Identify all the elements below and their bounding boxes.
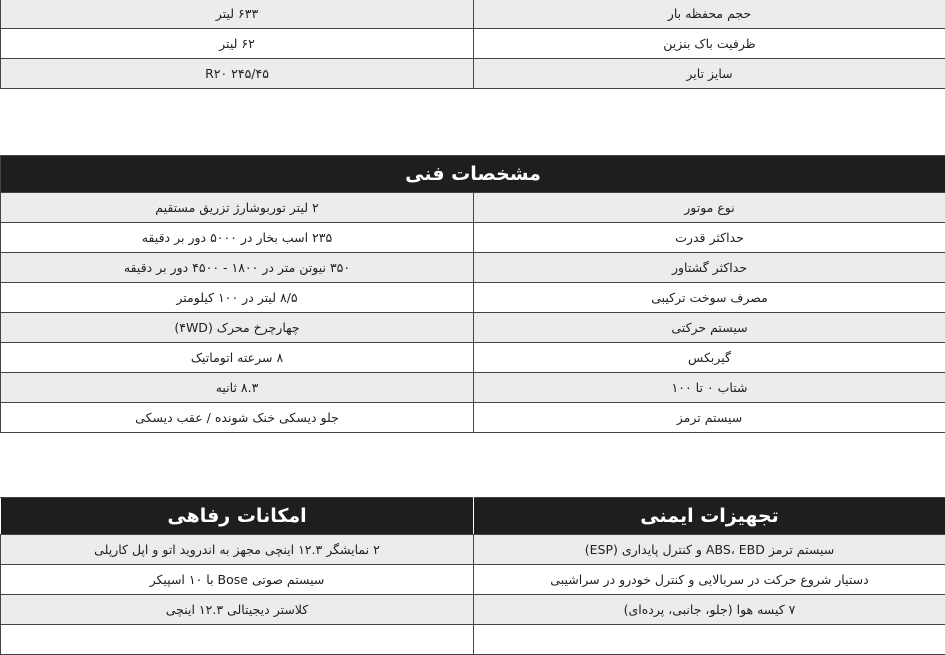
section-header xyxy=(1,156,945,193)
spec-value: ۲۳۵ اسب بخار در ۵۰۰۰ دور بر دقیقه xyxy=(1,223,474,253)
spec-value: ۶۳۳ لیتر xyxy=(1,0,474,29)
table-row xyxy=(1,343,945,373)
comfort-item: کلاستر دیجیتالی ۱۲.۳ اینچی xyxy=(1,595,474,625)
table-row xyxy=(1,625,945,655)
comfort-item xyxy=(1,625,474,655)
spec-label: حداکثر گشتاور xyxy=(474,253,945,283)
tech-specs-table xyxy=(0,155,945,433)
spec-label: سیستم ترمز xyxy=(474,403,945,433)
table-row xyxy=(1,193,945,223)
cargo-fuel-tire-table xyxy=(0,0,945,89)
table-row xyxy=(1,535,945,565)
table-row xyxy=(1,0,945,29)
spec-label: مصرف سوخت ترکیبی xyxy=(474,283,945,313)
table-row xyxy=(1,403,945,433)
spec-label: ظرفیت باک بنزین xyxy=(474,29,945,59)
table-row xyxy=(1,565,945,595)
table-row xyxy=(1,313,945,343)
section-title: مشخصات فنی xyxy=(1,156,945,193)
comfort-item: سیستم صوتی Bose با ۱۰ اسپیکر xyxy=(1,565,474,595)
spec-label: نوع موتور xyxy=(474,193,945,223)
spec-label: سایز تایر xyxy=(474,59,945,89)
table-row xyxy=(1,223,945,253)
safety-item: سیستم ترمز ABS، EBD و کنترل پایداری (ESP) xyxy=(474,535,945,565)
safety-item xyxy=(474,625,945,655)
safety-item: دستیار شروع حرکت در سربالایی و کنترل خودرو در سراشیبی xyxy=(474,565,945,595)
table-row xyxy=(1,595,945,625)
comfort-title: امکانات رفاهی xyxy=(1,498,474,535)
spec-label: حجم محفظه بار xyxy=(474,0,945,29)
comfort-item: ۲ نمایشگر ۱۲.۳ اینچی مجهز به اندروید اتو و اپل کارپلی xyxy=(1,535,474,565)
table-row xyxy=(1,29,945,59)
features-table xyxy=(0,497,945,655)
spec-label: شتاب ۰ تا ۱۰۰ xyxy=(474,373,945,403)
table-row xyxy=(1,59,945,89)
spec-label: حداکثر قدرت xyxy=(474,223,945,253)
section-header xyxy=(1,498,945,535)
spec-label: گیربکس xyxy=(474,343,945,373)
spec-value: ۸.۳ ثانیه xyxy=(1,373,474,403)
spec-value: چهارچرخ محرک (۴WD) xyxy=(1,313,474,343)
safety-item: ۷ کیسه هوا (جلو، جانبی، پرده‌ای) xyxy=(474,595,945,625)
table-row xyxy=(1,283,945,313)
table-row xyxy=(1,373,945,403)
spec-value: ۸/۵ لیتر در ۱۰۰ کیلومتر xyxy=(1,283,474,313)
safety-title: تجهیزات ایمنی xyxy=(474,498,945,535)
table-row xyxy=(1,253,945,283)
spec-value: R۲۰ ۲۴۵/۴۵ xyxy=(1,59,474,89)
spec-value: ۳۵۰ نیوتن متر در ۱۸۰۰ - ۴۵۰۰ دور بر دقیقه xyxy=(1,253,474,283)
spec-value: ۶۲ لیتر xyxy=(1,29,474,59)
spec-value: ۸ سرعته اتوماتیک xyxy=(1,343,474,373)
spec-value: جلو دیسکی خنک شونده / عقب دیسکی xyxy=(1,403,474,433)
spec-value: ۲ لیتر توربوشارژ تزریق مستقیم xyxy=(1,193,474,223)
spec-label: سیستم حرکتی xyxy=(474,313,945,343)
